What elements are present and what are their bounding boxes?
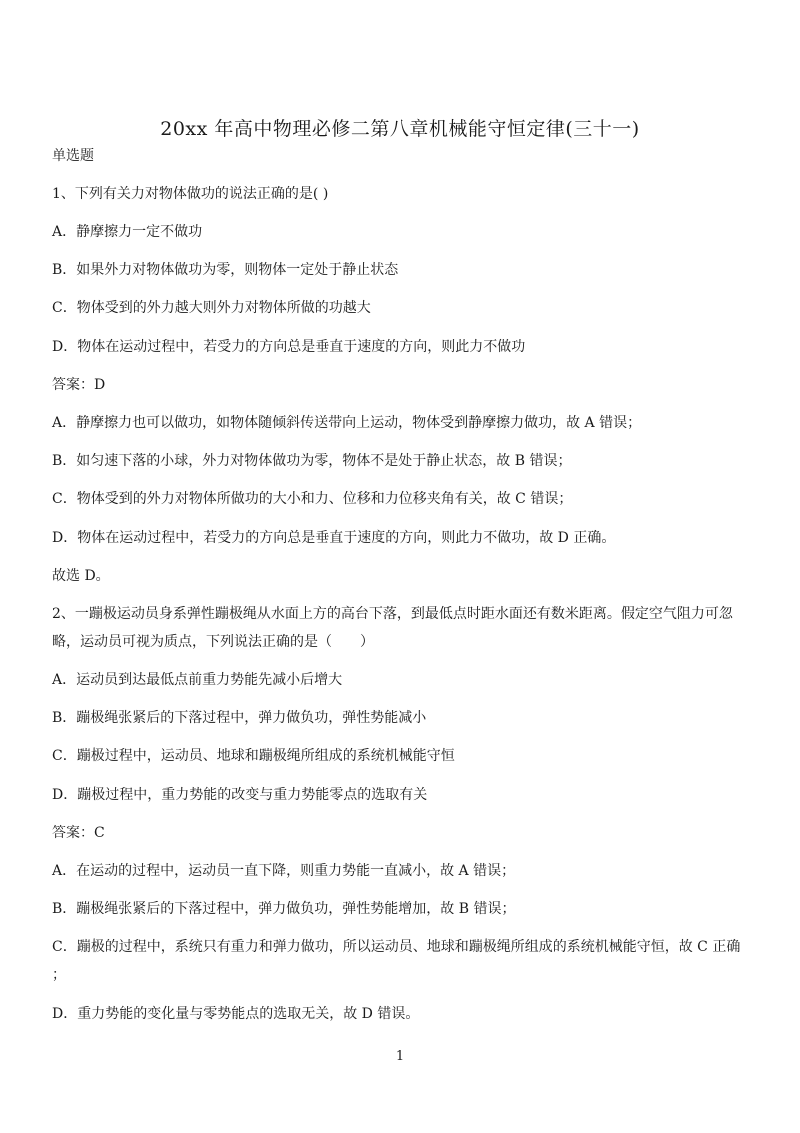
question-1-option-a: A．静摩擦力一定不做功 bbox=[52, 224, 203, 240]
question-1-explanation-d: D．物体在运动过程中，若受力的方向总是垂直于速度的方向，则此力不做功，故 D 正确。 bbox=[52, 530, 616, 546]
question-1-stem: 1、下列有关力对物体做功的说法正确的是( ) bbox=[52, 186, 329, 202]
question-2-option-c: C．蹦极过程中，运动员、地球和蹦极绳所组成的系统机械能守恒 bbox=[52, 748, 455, 764]
question-2-explanation-c: C．蹦极的过程中，系统只有重力和弹力做功，所以运动员、地球和蹦极绳所组成的系统机械能守恒，故 C 正确 bbox=[52, 939, 741, 955]
question-2-explanation-b: B．蹦极绳张紧后的下落过程中，弹力做负功，弹性势能增加，故 B 错误； bbox=[52, 901, 516, 917]
question-2-explanation-a: A．在运动的过程中，运动员一直下降，则重力势能一直减小，故 A 错误； bbox=[52, 863, 516, 879]
question-2-explanation-c-continued: ； bbox=[52, 967, 66, 983]
question-2-option-a: A．运动员到达最低点前重力势能先减小后增大 bbox=[52, 672, 343, 688]
question-1-option-c: C．物体受到的外力越大则外力对物体所做的功越大 bbox=[52, 300, 371, 316]
page-number: 1 bbox=[395, 1049, 405, 1064]
question-2-explanation-d: D．重力势能的变化量与零势能点的选取无关，故 D 错误。 bbox=[52, 1006, 420, 1022]
question-1-option-b: B．如果外力对物体做功为零，则物体一定处于静止状态 bbox=[52, 262, 399, 278]
question-1-conclusion: 故选 D。 bbox=[52, 568, 110, 584]
question-1-option-d: D．物体在运动过程中，若受力的方向总是垂直于速度的方向，则此力不做功 bbox=[52, 339, 526, 355]
question-1-explanation-b: B．如匀速下落的小球，外力对物体做功为零，物体不是处于静止状态，故 B 错误； bbox=[52, 453, 572, 469]
question-1-explanation-c: C．物体受到的外力对物体所做功的大小和力、位移和力位移夹角有关，故 C 错误； bbox=[52, 491, 573, 507]
question-2-option-b: B．蹦极绳张紧后的下落过程中，弹力做负功，弹性势能减小 bbox=[52, 710, 427, 726]
question-2-answer: 答案：C bbox=[52, 825, 105, 841]
question-1-answer: 答案：D bbox=[52, 377, 106, 393]
page-title: 20xx 年高中物理必修二第八章机械能守恒定律(三十一) bbox=[160, 118, 640, 140]
question-1-explanation-a: A．静摩擦力也可以做功，如物体随倾斜传送带向上运动，物体受到静摩擦力做功，故 A 错误； bbox=[52, 415, 642, 431]
question-2-stem-line-1: 2、一蹦极运动员身系弹性蹦极绳从水面上方的高台下落，到最低点时距水面还有数米距离。假定空气阻力可忽 bbox=[52, 606, 733, 622]
question-2-option-d: D．蹦极过程中，重力势能的改变与重力势能零点的选取有关 bbox=[52, 787, 428, 803]
section-heading: 单选题 bbox=[52, 148, 94, 164]
question-2-stem-line-2: 略，运动员可视为质点，下列说法正确的是（ ） bbox=[52, 634, 374, 650]
